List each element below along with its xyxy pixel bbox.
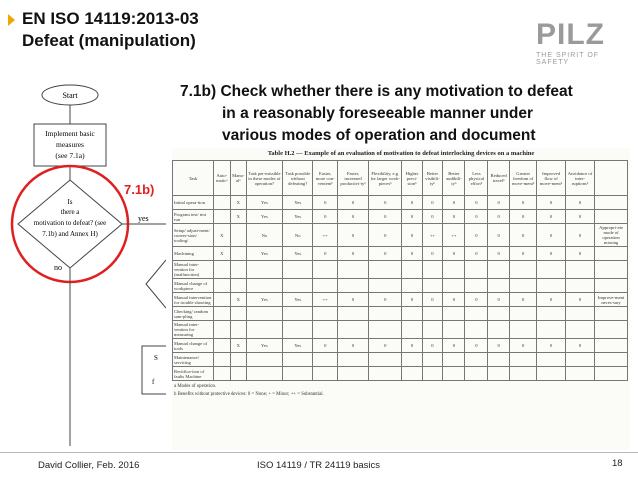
table-cell: 0 bbox=[488, 247, 510, 261]
table-cell bbox=[214, 339, 231, 353]
logo-name: PILZ bbox=[536, 18, 605, 51]
table-cell bbox=[488, 261, 510, 279]
table-cell bbox=[246, 261, 282, 279]
start-label: Start bbox=[62, 91, 78, 100]
table-cell: 0 bbox=[488, 293, 510, 307]
table-cell bbox=[488, 307, 510, 321]
table-cell: 0 bbox=[443, 247, 465, 261]
table-cell bbox=[313, 279, 338, 293]
table-cell: 0 bbox=[369, 210, 402, 224]
table-cell bbox=[369, 307, 402, 321]
table-cell: 0 bbox=[369, 247, 402, 261]
table-cell: 0 bbox=[565, 247, 594, 261]
table-cell: Improve-ment neces-sary bbox=[595, 293, 628, 307]
table-cell: Yes bbox=[282, 339, 313, 353]
subtitle-line-1: 7.1b) Check whether there is any motivation to defeat bbox=[180, 83, 573, 100]
table-cell: 0 bbox=[510, 224, 537, 247]
table-cell: X bbox=[230, 196, 246, 210]
table-cell bbox=[214, 210, 231, 224]
table-cell bbox=[510, 367, 537, 381]
table-cell bbox=[465, 367, 488, 381]
table-cell: 0 bbox=[402, 247, 422, 261]
table-cell: 0 bbox=[338, 247, 369, 261]
table-cell: 0 bbox=[369, 339, 402, 353]
table-cell bbox=[595, 196, 628, 210]
table-cell bbox=[443, 279, 465, 293]
task-cell: Manual intervention for trouble shooting bbox=[173, 293, 214, 307]
task-cell: Setup/ adjust-ment/ conver-sion/ tooling/ bbox=[173, 224, 214, 247]
task-cell: Manual change of workpiece bbox=[173, 279, 214, 293]
table-title: Table H.2 — Example of an evaluation of motivation to defeat interlocking devices on a machine bbox=[267, 150, 535, 157]
table-cell: X bbox=[214, 247, 231, 261]
table-cell bbox=[214, 196, 231, 210]
table-cell bbox=[565, 307, 594, 321]
table-cell bbox=[230, 261, 246, 279]
table-cell bbox=[230, 307, 246, 321]
table-cell: 0 bbox=[565, 210, 594, 224]
table-cell: ++ bbox=[313, 224, 338, 247]
table-cell: X bbox=[230, 210, 246, 224]
pilz-logo bbox=[536, 20, 628, 64]
table-cell: Yes bbox=[246, 210, 282, 224]
table-cell bbox=[402, 353, 422, 367]
table-cell: Yes bbox=[282, 210, 313, 224]
table-cell bbox=[565, 261, 594, 279]
table-cell bbox=[465, 261, 488, 279]
table-row bbox=[173, 339, 628, 353]
table-cell bbox=[369, 279, 402, 293]
box1-line-3: (see 7.1a) bbox=[55, 151, 85, 160]
table-cell bbox=[313, 367, 338, 381]
table-cell bbox=[369, 353, 402, 367]
table-cell bbox=[230, 224, 246, 247]
table-cell bbox=[595, 367, 628, 381]
table-cell bbox=[230, 279, 246, 293]
table-cell: 0 bbox=[402, 293, 422, 307]
table-header-cell: Higher preci-sionᵇ bbox=[402, 161, 422, 196]
table-body bbox=[173, 196, 628, 381]
table-cell bbox=[443, 261, 465, 279]
title-line-2: Defeat (manipulation) bbox=[22, 31, 196, 50]
table-cell bbox=[313, 321, 338, 339]
table-cell bbox=[488, 353, 510, 367]
table-cell: 0 bbox=[488, 339, 510, 353]
task-cell: Checking/ random sam-pling bbox=[173, 307, 214, 321]
table-cell bbox=[595, 247, 628, 261]
table-cell bbox=[282, 307, 313, 321]
table-cell: 0 bbox=[465, 224, 488, 247]
table-cell bbox=[338, 279, 369, 293]
table-cell: 0 bbox=[422, 293, 443, 307]
table-cell: 0 bbox=[338, 210, 369, 224]
table-header-cell: Task per-missible in these modes of operation? bbox=[246, 161, 282, 196]
table-cell: ++ bbox=[422, 224, 443, 247]
subtitle-line-2: in a reasonably foreseeable manner under bbox=[222, 105, 533, 122]
table-cell: Yes bbox=[246, 339, 282, 353]
table-cell: No bbox=[282, 224, 313, 247]
task-cell: Machining bbox=[173, 247, 214, 261]
table-header-row bbox=[173, 161, 628, 196]
table-cell bbox=[246, 353, 282, 367]
table-cell: 0 bbox=[510, 210, 537, 224]
table-cell: 0 bbox=[465, 196, 488, 210]
table-header-cell: Auto-maticᵃ bbox=[214, 161, 231, 196]
table-cell bbox=[422, 307, 443, 321]
table-cell: 0 bbox=[465, 210, 488, 224]
table-cell bbox=[510, 321, 537, 339]
table-cell bbox=[488, 367, 510, 381]
table-cell: 0 bbox=[537, 247, 566, 261]
table-row bbox=[173, 247, 628, 261]
table-cell: Yes bbox=[246, 196, 282, 210]
table-cell bbox=[282, 353, 313, 367]
table-cell bbox=[465, 279, 488, 293]
table-cell bbox=[565, 367, 594, 381]
table-cell bbox=[595, 307, 628, 321]
table-cell: 0 bbox=[537, 224, 566, 247]
task-cell: Program test/ test run bbox=[173, 210, 214, 224]
table-cell: Yes bbox=[282, 196, 313, 210]
table-cell bbox=[510, 353, 537, 367]
table-cell bbox=[214, 321, 231, 339]
table-cell bbox=[402, 367, 422, 381]
task-cell: Manual inter-vention for measuring bbox=[173, 321, 214, 339]
table-row bbox=[173, 353, 628, 367]
table-cell bbox=[338, 353, 369, 367]
partial-diamond-shape bbox=[146, 260, 166, 308]
table-cell: 0 bbox=[422, 196, 443, 210]
table-cell: Yes bbox=[282, 293, 313, 307]
table-cell bbox=[537, 321, 566, 339]
table-cell bbox=[595, 353, 628, 367]
table-cell: 0 bbox=[565, 224, 594, 247]
table-cell bbox=[443, 367, 465, 381]
table-header-cell: Less physical effortᵇ bbox=[465, 161, 488, 196]
table-cell: 0 bbox=[443, 293, 465, 307]
table-cell: Yes bbox=[246, 247, 282, 261]
task-cell: Rectifica-tion of faults Machine bbox=[173, 367, 214, 381]
step-71b-label: 7.1b) bbox=[124, 182, 155, 197]
table-cell bbox=[443, 353, 465, 367]
table-cell bbox=[338, 367, 369, 381]
table-cell: 0 bbox=[537, 210, 566, 224]
table-cell bbox=[537, 261, 566, 279]
decision-line-1: Is bbox=[67, 198, 73, 206]
table-row bbox=[173, 321, 628, 339]
table-cell: Appropri-ate mode of operation missing bbox=[595, 224, 628, 247]
table-cell: 0 bbox=[402, 224, 422, 247]
table-cell: X bbox=[214, 224, 231, 247]
table-cell bbox=[282, 321, 313, 339]
table-cell: 0 bbox=[402, 339, 422, 353]
table-cell: 0 bbox=[465, 293, 488, 307]
table-cell bbox=[595, 339, 628, 353]
table-cell: 0 bbox=[369, 224, 402, 247]
table-header-cell: Manu-alᵃ bbox=[230, 161, 246, 196]
task-cell: Manual inter-vention for (malfunction) bbox=[173, 261, 214, 279]
partial-box-letter-f: f bbox=[152, 378, 155, 386]
table-cell: 0 bbox=[443, 196, 465, 210]
table-cell bbox=[282, 279, 313, 293]
table-cell: X bbox=[230, 339, 246, 353]
table-cell bbox=[565, 353, 594, 367]
table-cell: 0 bbox=[313, 210, 338, 224]
table-cell: No bbox=[246, 224, 282, 247]
table-cell bbox=[465, 321, 488, 339]
table-cell: ++ bbox=[443, 224, 465, 247]
table-cell bbox=[313, 307, 338, 321]
table-cell bbox=[230, 367, 246, 381]
table-cell bbox=[214, 367, 231, 381]
table-cell bbox=[510, 307, 537, 321]
table-cell bbox=[443, 321, 465, 339]
task-cell: Maintenance/ servicing bbox=[173, 353, 214, 367]
box1-line-2: measures bbox=[56, 140, 84, 149]
table-cell bbox=[230, 247, 246, 261]
table-cell bbox=[402, 261, 422, 279]
decision-line-4: 7.1b) and Annex H) bbox=[42, 230, 98, 238]
table-header-cell: Improved flow of move-mentᵇ bbox=[537, 161, 566, 196]
table-row bbox=[173, 279, 628, 293]
table-cell bbox=[313, 261, 338, 279]
table-cell bbox=[465, 353, 488, 367]
table-row bbox=[173, 196, 628, 210]
table-cell bbox=[595, 210, 628, 224]
table-cell bbox=[565, 321, 594, 339]
table-cell bbox=[422, 367, 443, 381]
task-cell: Initial opera-tion bbox=[173, 196, 214, 210]
table-row bbox=[173, 307, 628, 321]
table-cell: 0 bbox=[369, 293, 402, 307]
table-header-cell: Better audibili-tyᵇ bbox=[443, 161, 465, 196]
table-cell bbox=[402, 321, 422, 339]
table-cell bbox=[246, 367, 282, 381]
title-line-1: EN ISO 14119:2013-03 bbox=[22, 9, 199, 28]
table-cell bbox=[537, 367, 566, 381]
table-cell: Yes bbox=[282, 247, 313, 261]
table-cell: 0 bbox=[537, 339, 566, 353]
table-cell bbox=[488, 321, 510, 339]
no-label: no bbox=[54, 263, 62, 272]
table-cell: 0 bbox=[565, 293, 594, 307]
table-cell: 0 bbox=[338, 339, 369, 353]
table-note-a: a Modes of operation. bbox=[174, 384, 217, 389]
decision-line-2: there a bbox=[60, 208, 80, 216]
table-cell bbox=[537, 353, 566, 367]
table-cell: 0 bbox=[488, 196, 510, 210]
table-cell: 0 bbox=[537, 293, 566, 307]
table-cell: 0 bbox=[443, 339, 465, 353]
table-cell bbox=[369, 367, 402, 381]
box1-line-1: Implement basic bbox=[45, 129, 95, 138]
table-header-cell: Flexibility, e.g. for larger work-piecesᵇ bbox=[369, 161, 402, 196]
table-cell: X bbox=[230, 293, 246, 307]
table-cell bbox=[595, 321, 628, 339]
table-cell bbox=[214, 261, 231, 279]
table-cell: 0 bbox=[488, 224, 510, 247]
decision-line-3: motivation to defeat? (see bbox=[33, 219, 107, 227]
table-header-cell: Task possible without defeating? bbox=[282, 161, 313, 196]
partial-box-letter-s: S bbox=[154, 354, 158, 362]
table-cell bbox=[230, 321, 246, 339]
table-row bbox=[173, 210, 628, 224]
table-cell: 0 bbox=[338, 293, 369, 307]
logo-tagline: THE SPIRIT OF SAFETY bbox=[536, 52, 600, 66]
table-cell: 0 bbox=[510, 196, 537, 210]
subtitle-line-3: various modes of operation and document bbox=[222, 127, 536, 144]
table-cell bbox=[313, 353, 338, 367]
table-cell: 0 bbox=[369, 196, 402, 210]
yes-label: yes bbox=[138, 214, 149, 223]
task-cell: Manual change of tools bbox=[173, 339, 214, 353]
table-cell: 0 bbox=[465, 247, 488, 261]
table-cell bbox=[246, 279, 282, 293]
table-cell: 0 bbox=[338, 196, 369, 210]
table-cell: 0 bbox=[422, 339, 443, 353]
table-cell: 0 bbox=[510, 293, 537, 307]
table-cell bbox=[402, 279, 422, 293]
table-cell: ++ bbox=[313, 293, 338, 307]
table-cell bbox=[465, 307, 488, 321]
table-cell bbox=[402, 307, 422, 321]
table-cell: 0 bbox=[565, 196, 594, 210]
table-cell bbox=[510, 279, 537, 293]
footer-divider bbox=[0, 452, 638, 453]
table-cell bbox=[369, 261, 402, 279]
table-header-cell: Better visibili-tyᵇ bbox=[422, 161, 443, 196]
table-cell bbox=[510, 261, 537, 279]
table-cell bbox=[422, 321, 443, 339]
table-header-cell: Avoidance of inter-ruptionsᵇ bbox=[565, 161, 594, 196]
table-header-cell: Reduced travelᵇ bbox=[488, 161, 510, 196]
table-cell bbox=[338, 321, 369, 339]
table-cell: 0 bbox=[443, 210, 465, 224]
table-header-cell bbox=[595, 161, 628, 196]
table-cell: 0 bbox=[565, 339, 594, 353]
bullet-arrow-icon bbox=[8, 14, 15, 26]
table-cell bbox=[422, 353, 443, 367]
table-cell bbox=[246, 321, 282, 339]
table-cell bbox=[338, 307, 369, 321]
table-cell: 0 bbox=[313, 339, 338, 353]
table-row bbox=[173, 293, 628, 307]
flowchart bbox=[6, 76, 166, 446]
table-cell bbox=[595, 279, 628, 293]
evaluation-table bbox=[172, 160, 628, 381]
table-row bbox=[173, 224, 628, 247]
table-cell bbox=[422, 261, 443, 279]
table-cell: 0 bbox=[510, 339, 537, 353]
table-cell bbox=[230, 353, 246, 367]
table-header-cell: Task bbox=[173, 161, 214, 196]
table-cell: 0 bbox=[422, 247, 443, 261]
table-cell bbox=[214, 279, 231, 293]
table-cell bbox=[246, 307, 282, 321]
table-cell: 0 bbox=[402, 196, 422, 210]
table-cell: 0 bbox=[313, 247, 338, 261]
table-row bbox=[173, 261, 628, 279]
table-cell bbox=[282, 367, 313, 381]
table-cell bbox=[488, 279, 510, 293]
table-cell: Yes bbox=[246, 293, 282, 307]
table-cell: 0 bbox=[488, 210, 510, 224]
table-cell: 0 bbox=[537, 196, 566, 210]
table-cell bbox=[537, 307, 566, 321]
table-cell: 0 bbox=[338, 224, 369, 247]
footer-author: David Collier, Feb. 2016 bbox=[38, 460, 140, 471]
table-header-cell: Faster, increased productivi-tyᵇ bbox=[338, 161, 369, 196]
table-cell: 0 bbox=[422, 210, 443, 224]
table-cell: 0 bbox=[465, 339, 488, 353]
table-cell bbox=[422, 279, 443, 293]
table-row bbox=[173, 367, 628, 381]
page-title bbox=[22, 8, 199, 52]
table-cell bbox=[369, 321, 402, 339]
table-cell bbox=[214, 307, 231, 321]
table-cell bbox=[565, 279, 594, 293]
footer-title: ISO 14119 / TR 24119 basics bbox=[257, 460, 381, 471]
table-header-cell: Easier, more con-venientᵇ bbox=[313, 161, 338, 196]
table-cell: 0 bbox=[510, 247, 537, 261]
table-note-b: b Benefits without protective devices: 0 = None; + = Minor; ++ = Substantial. bbox=[174, 392, 324, 397]
table-cell bbox=[595, 261, 628, 279]
page-number: 18 bbox=[612, 458, 623, 469]
table-cell: 0 bbox=[313, 196, 338, 210]
table-cell bbox=[214, 293, 231, 307]
table-cell bbox=[443, 307, 465, 321]
table-header-cell: Greater freedom of move-mentᵇ bbox=[510, 161, 537, 196]
table-cell: 0 bbox=[402, 210, 422, 224]
table-cell bbox=[214, 353, 231, 367]
table-cell bbox=[282, 261, 313, 279]
evaluation-table-panel bbox=[172, 148, 630, 450]
table-cell bbox=[338, 261, 369, 279]
table-cell bbox=[537, 279, 566, 293]
